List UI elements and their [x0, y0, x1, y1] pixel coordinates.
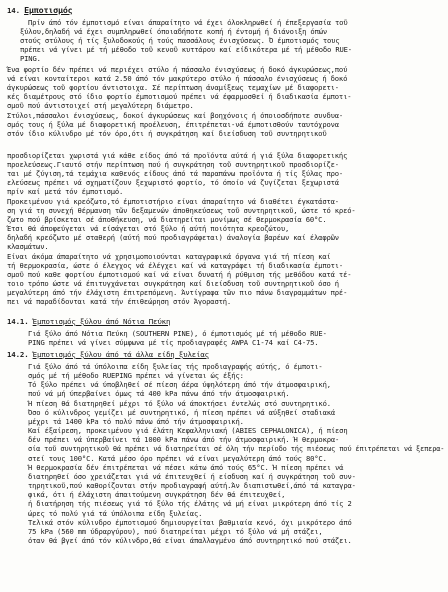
text-line: πρίν καί μετά τόν έμποτισμό. [7, 187, 124, 196]
text-line: τή θερμοκρασία, ώστε ό έλεγχος νά έλέγχει καί νά καταγράφει τή διαδικασία έμποτι- [7, 261, 344, 270]
subsection-title: Έμποτισμός ξύλου άπό Νότια Πεύκη [32, 317, 171, 326]
text-line: ελεύσεως πρέπει νά σχηματίζουν ξεχωριστό φορτίο, τό όποίο νά ζυγίζεται ξεχωριστά [7, 178, 339, 187]
section-title: Εμποτισμός [24, 5, 73, 15]
section-heading [7, 6, 73, 15]
text-line: ζωτο πού βρίσκεται σέ άποθήκευση, νά διατηρείται μονίμως σέ θερμοκρασία 60°C. [7, 215, 327, 224]
text-line: Ένα φορτίο δέν πρέπει νά περιέχει στύλο ή πάσσαλο ένισχύσεως ή δοκό άγκυρώσεως,πού [7, 65, 348, 74]
text-line: Είναι άκόμα άπαραίτητο νά χρησιμοποιούνται καταγραφικά όργανα γιά τή πίεση καί [7, 252, 331, 261]
text-line: σμός τους ή ξύλα μέ διαφορετική προέλευση, έπιτρέπεται-νά έμποτισθούν ταυτόχρονα [7, 120, 339, 129]
text-line: σία τοῦ συντηρητικοῦ θά πρέπει νά διατηρείται σέ όλη τήν περίοδο τής πιέσεως πού έπιτρέπεται νά ξεπερα- [28, 444, 445, 453]
text-line: Όσο ό κύλινδρος γεμίζει μέ συντηρητικό, ή πίεση πρέπει νά αύξηθεί σταδιακά [28, 408, 336, 417]
text-line: Έτσι θά άποφεύγεται νά είσάγεται στό ξύλο ή αύτή ποιότητα κρεοζώτου, [7, 224, 290, 233]
text-line: ώρες τό πολύ γιά τά ύπόλοιπα είδη ξυλείας. [28, 509, 203, 518]
subsection-number: 14.2. [7, 350, 29, 359]
text-line: στεί τους 100°C. Κατά μέσο όρο πρέπει νά είναι μεγαλύτερη άπό τούς 80°C. [28, 454, 327, 463]
subsection-title: Έμποτισμός ξύλου άπό τά άλλα είδη ξυλείας [32, 350, 209, 359]
text-line: τοιο τρόπο ώστε νά έπιτυγχάνεται συγκράτηση καί διείσδυση τοῦ συντηρητικοῦ όσο ή [7, 279, 339, 288]
text-line: Ή πίεση θά διατηρηθεί μέχρι τό ξύλο νά άποκτήσει έντελώς στό συντηρητικό. [28, 399, 331, 408]
text-line: σμοῦ πού άντιστοιχεί στή μεγαλύτερη διάμετρο. [7, 101, 194, 110]
text-line: ση γιά τη συνεχή θέρμανση τῶν δεξαμενών άποθηκεύσεως τοῦ συντηρητικοῦ, ώστε τό κρεό- [7, 206, 356, 215]
text-line: τηρητικοῦ,πού καθορίζονται στήν προδιαγραφή αύτή.Άν διαπιστωθεί,άπό τά καταγρα- [28, 481, 356, 490]
text-line: Στύλοι,πάσσαλοι ένισχύσεως, δοκοί άγκυρώσεως καί βοηχόνοις ή όποιοσδήποτε συνδυα- [7, 111, 344, 120]
text-line: PING. [20, 54, 41, 63]
text-line: διατηρηθεί όσο χρειάζεται γιά νά έπιτευχθεί ή είσδυση καί ή συγκράτηση τοῦ συν- [28, 472, 356, 481]
subsection-heading [7, 351, 209, 359]
text-line: σμοῦ πού καθε φορτίου έμποτισμού καί νά είναι δυνατή ή ρύθμιση τής μεθόδου κατά τέ- [7, 270, 352, 279]
text-line: όταν θά βγεί άπό τόν κύλινδρο,θά είναι άπαλλαγμένο άπό συντηρητικό πού στάζει. [28, 536, 352, 545]
text-line: Τό ξύλο πρέπει νά ύποβληθεί σέ πίεση άέρα ύψηλότερη άπό τήν άτμοσφαιρική, [28, 380, 331, 389]
text-line: 75 kPa (560 mm ύδραργύρου), πού διατηρείται μέχρι τό ξύλο νά μή στάζει, [28, 527, 323, 536]
text-line: φικά, ότι ή έλάχιστη άπαιτούμενη συγκράτηση δέν θά έπιτευχθεί, [28, 490, 286, 499]
subsection-heading [7, 318, 170, 326]
text-line: Γιά ξύλο άπό τά ύπόλοιπα είδη ξυλείας τής προδιαγραφής αύτής, ό έμποτι- [28, 362, 323, 371]
text-line: προελεύσεως.Γιαυτό στήν περίπτωση πού ή συγκράτηση τοῦ συντηρητικοῦ προσδιορίζε- [7, 160, 339, 169]
text-line: στούς στύλους ή τίς ξυλοδοκούς ή τούς πασσάλους ένισχύσεως. Ό έμποτισμός τους [20, 36, 340, 45]
text-line: ξύλου,δηλαδή νά έχει συμπληρωθεί όποιαδήποτε κοπή ή έντομή ή διάνοιξη όπών [20, 27, 328, 36]
subsection-number: 14.1. [7, 317, 29, 326]
text-line: πει νά παραδίδονται κατά τήν έπιθεώρηση στόν Άγοραστή. [7, 297, 232, 306]
text-line: άγκυρώσεως τοῦ φορτίου άντιστοιχα. Σέ περίπτωση άναμίξεως τεμαχίων μέ διαφορετι- [7, 83, 339, 92]
text-line: Πρίν άπό τόν έμποτισμό είναι άπαραίτητο νά έχει όλοκληρωθεί ή έπεξεργασία τοῦ [28, 18, 348, 27]
text-line: κλασμάτων. [7, 242, 49, 251]
text-line: ή διατήρηση τής πιέσεως γιά τό ξύλο τής έλάτης νά μή είναι μικρότερη άπό τίς 2 [28, 499, 352, 508]
text-line: μεγαλύτερη άπό τήν έλάχιστη έπιτρεπόμενη. Άντίγραφα τῶν πιο πάνω διαγραμμάτων πρέ- [7, 288, 348, 297]
text-line: μέχρι τά 1400 kPa τό πολύ πάνω άπό τήν άτμοσφαιρική. [28, 417, 244, 426]
text-line: κές διαμέτρους στό ίδιο φορτίο έμποτισμού πρέπει νά έφαρμοσθεί ή διαδικασία έμποτι- [7, 92, 352, 101]
text-line: πρέπει νά γίνει μέ τή μέθοδο τοῦ κενοῦ κυττάρου καί είδικότερα μέ τή μέθοδο RUE- [20, 45, 352, 54]
text-line: Γιά ξύλο άπό Νότια Πεύκη (SOUTHERN PINE), ό έμποτισμός μέ τή μέθοδο RUE- [28, 329, 327, 338]
text-line: δηλαδή κρεόζωτο μέ σταθερή (αύτή πού προδιαγράφεται) άναλογία βαρέων καί έλαφρῶν [7, 233, 339, 242]
section-number: 14. [7, 6, 20, 15]
text-line: σμός μέ τή μέθοδο RUEPING πρέπει νά γίνεται ώς έξής: [28, 371, 244, 380]
text-line: στόν ίδιο κύλινδρο μέ τόν όρο,ότι ή συγκράτηση καί διείσδυση τοῦ συντηρητικοῦ [7, 129, 327, 138]
text-line: Ή θερμοκρασία δέν έπιτρέπεται νά πέσει κάτω άπό τούς 65°C. Ή πίεση πρέπει νά [28, 463, 344, 472]
text-line: προσδιορίζεται χωριστά γιά κάθε είδος άπό τά προϊόντα αύτά ή γιά ξύλα διαφορετικής [7, 151, 348, 160]
text-line: ται μέ ζύγιση,τά τεμάχια καθενός είδους άπό τά παραπάνω προϊόντα ή τίς ξύλας προ- [7, 169, 344, 178]
text-line: Καί έξαίρεση, προκειμένου γιά έλάτη Κεφαλληνιακή (ABIES CEPHALONICA), ή πίεση [28, 426, 348, 435]
text-line: Προκειμένου γιά κρεόζωτο,τό έμποτιστήριο είναι άπαραίτητο νά διαθέτει έγκατάστα- [7, 197, 339, 206]
text-line: PING πρέπει νά γίνει σύμφωνα μέ τίς προδιαγραφές AWPA C1-74 καί C4-75. [28, 338, 319, 347]
text-line: πού νά μή ύπερβαίνει όμως τά 400 kPa πάνω άπό τήν άτμοσφαιρική. [28, 389, 290, 398]
text-line: νά είναι κονταίτεροι κατά 2.50 άπό τόν μακρύτερο στύλο ή πάσσαλο ένισχύσεως ή δοκό [7, 74, 348, 83]
text-line: δέν πρέπει νά ύπερβαίνει τά 1000 kPa πάνω άπό τήν άτμοσφαιρική. Ή θερμοκρα- [28, 435, 340, 444]
text-line: Τελικά στόν κύλινδρο έμποτισμού δημιουργείται βαθμιαία κενό, όχι μικρότερο άπό [28, 518, 352, 527]
